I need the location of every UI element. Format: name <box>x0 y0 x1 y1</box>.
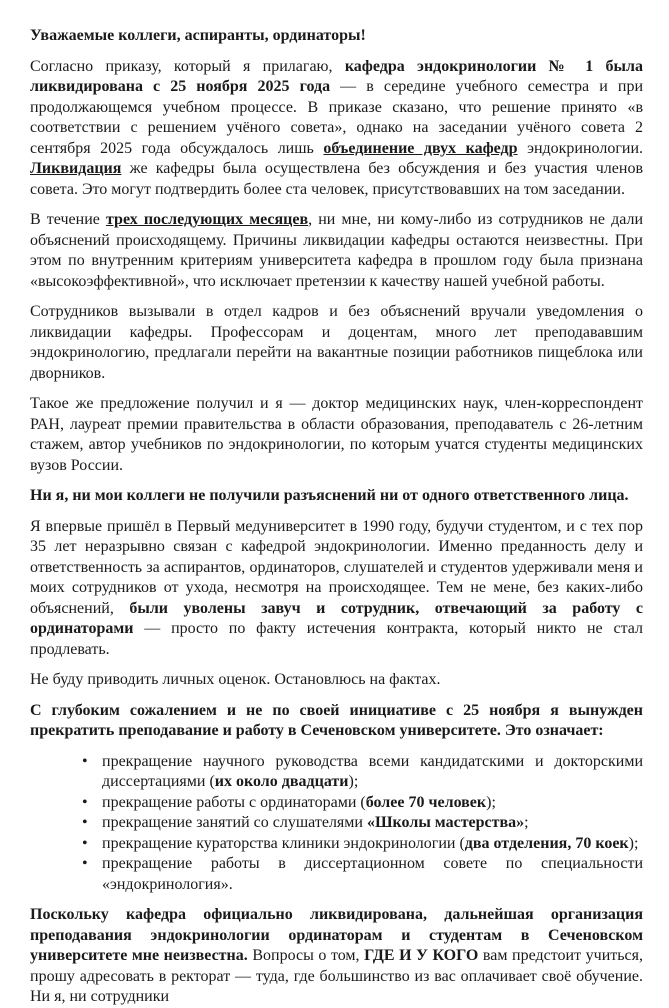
text-run: Согласно приказу, который я прилагаю, <box>30 57 345 75</box>
bullet-item <box>77 793 643 814</box>
text-run: же кафедры была осуществлена без обсуждения и без участия членов совета. Это могут подтвердить более ста человек, присутствовавших на том заседании. <box>30 160 643 198</box>
text-run: прекращение научного руководства всеми кандидатскими и докторскими диссертациями ( <box>102 752 643 790</box>
paragraph-career-history <box>30 517 643 661</box>
text-run: Такое же предложение получил и я — доктор медицинских наук, член-корреспондент РАН, лауреат премии правительства в области образования, преподаватель с 26-летним стажем, автор учебников по эндокринологии, по которым учатся студенты медицинских вузов России. <box>30 395 643 474</box>
text-run: Ни я, ни мои коллеги не получили разъяснений ни от одного ответственного лица. <box>30 487 629 504</box>
text-run: — просто по факту истечения контракта, который никто не стал продлевать. <box>30 620 643 658</box>
text-run: ); <box>486 793 496 811</box>
bullet-item <box>77 813 643 834</box>
text-run: С глубоким сожалением и не по своей инициативе с 25 ноября я вынужден прекратить преподавание и работу в Сеченовском университете. Это означает: <box>30 701 643 739</box>
paragraph-no-explanations <box>30 486 643 507</box>
text-run: В течение <box>30 211 106 228</box>
text-run: — в середине учебного семестра и при продолжающемся учебном процессе. В приказе сказано, что решение принято «в соответствии с решением учёного совета», однако на заседании учёного совета 2 сентября 2025 года обсуждалось лишь <box>30 78 644 157</box>
text-run: Ликвидация <box>30 160 122 177</box>
text-run: Не буду приводить личных оценок. Остановлюсь на фактах. <box>30 671 441 688</box>
text-run: Поскольку кафедра официально ликвидирована, дальнейшая организация преподавания эндокринологии ординаторам и студентам в Сеченовском университете мне неизвестна. <box>30 906 643 964</box>
paragraph-facts-only <box>30 670 643 691</box>
consequences-list <box>30 752 643 896</box>
paragraph-liquidation-order <box>30 57 643 201</box>
text-run: два отделения, 70 коек <box>464 834 629 852</box>
text-run: Вопросы о том, <box>247 947 365 964</box>
bullet-item <box>77 834 643 855</box>
paragraph-same-offer <box>30 394 643 476</box>
text-run: Я впервые пришёл в Первый медуниверситет в 1990 году, будучи студентом, и с тех пор 35 лет неразрывно связан с кафедрой эндокринологии. Именно преданность делу и ответственность за аспирантов, ординаторов, слушателей и студентов удерживали меня и моих сотрудников от ухода, несмотря на происходящее. Тем не мене, без каких-либо объяснений, <box>30 517 643 617</box>
text-run: трех последующих месяцев <box>105 211 309 228</box>
paragraph-forced-to-stop <box>30 701 643 742</box>
text-run: кафедра эндокринологии № 1 была ликвидирована с 25 ноября 2025 года <box>30 57 644 95</box>
text-run: Сотрудников вызывали в отдел кадров и без объяснений вручали уведомления о ликвидации кафедры. Профессорам и доцентам, много лет преподававшим эндокринологию, предлагали перейти на вакантные позиции работников пищеблока или дворников. <box>30 303 643 382</box>
text-run: прекращение работы с ординаторами ( <box>102 793 366 811</box>
text-run: ; <box>524 814 529 831</box>
text-run: прекращение занятий со слушателями <box>102 814 367 831</box>
document-heading: Уважаемые коллеги, аспиранты, ординаторы! <box>30 27 366 44</box>
text-run: прекращение кураторства клиники эндокринологии ( <box>102 834 465 852</box>
document-body <box>30 57 643 1008</box>
text-run: прекращение работы в диссертационном совете по специальности «эндокринология». <box>102 855 643 893</box>
paragraph-future-unknown <box>30 905 643 1008</box>
text-run: ); <box>628 834 639 852</box>
text-run: ГДЕ И У КОГО <box>364 947 479 964</box>
text-run: «Школы мастерства» <box>366 814 525 831</box>
text-run: более 70 человек <box>365 793 487 811</box>
paragraph-hr-notices <box>30 302 643 384</box>
text-run: их около двадцати <box>214 773 349 790</box>
text-run: были уволены завуч и сотрудник, отвечающий за работу с ординаторами <box>30 599 644 637</box>
text-run: ); <box>348 773 359 790</box>
paragraph-three-months-no-answers <box>30 210 643 292</box>
text-run: вам предстоит учиться, прошу адресовать в ректорат — туда, где большинство из вас оплачивает своё обучение. Ни я, ни сотрудники <box>30 947 644 1005</box>
text-run: эндокринологии. <box>517 139 644 157</box>
bullet-item <box>77 752 643 793</box>
text-run: объединение двух кафедр <box>323 139 518 157</box>
bullet-item <box>77 854 643 895</box>
text-run: , ни мне, ни кому-либо из сотрудников не дали объяснений происходящему. Причины ликвидации кафедры остаются неизвестны. При этом по внутренним критериям университета кафедра в прошлом году была признана «высокоэффективной», что исключает претензии к качеству нашей учебной работы. <box>30 211 643 290</box>
